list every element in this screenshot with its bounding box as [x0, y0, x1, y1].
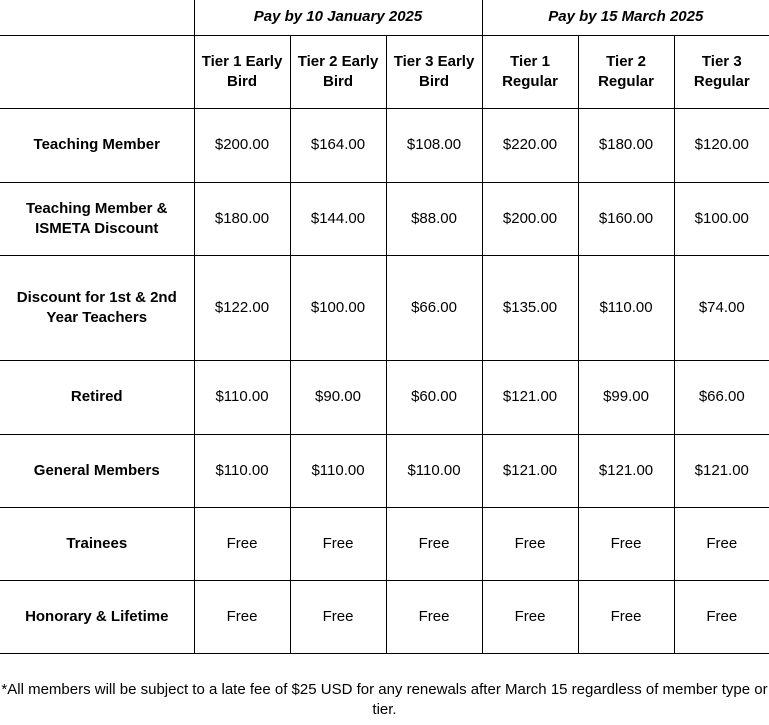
price-cell: $110.00	[290, 434, 386, 507]
price-cell: $60.00	[386, 360, 482, 434]
price-cell: $66.00	[386, 255, 482, 360]
price-cell: $121.00	[578, 434, 674, 507]
tier-header: Tier 3 Regular	[674, 35, 769, 108]
price-cell: $100.00	[290, 255, 386, 360]
price-cell: Free	[386, 580, 482, 653]
row-label: General Members	[0, 434, 194, 507]
late-fee-footnote: *All members will be subject to a late fee of $25 USD for any renewals after March 15 regardless of member type or tier.	[1, 681, 768, 718]
row-label: Retired	[0, 360, 194, 434]
price-cell: $135.00	[482, 255, 578, 360]
price-cell: $180.00	[578, 108, 674, 182]
price-cell: $66.00	[674, 360, 769, 434]
price-cell: Free	[674, 580, 769, 653]
table-row	[0, 108, 769, 182]
price-cell: Free	[194, 507, 290, 580]
blank-corner-cell	[0, 0, 194, 35]
period-regular-header: Pay by 15 March 2025	[482, 0, 769, 35]
table-row	[0, 507, 769, 580]
price-cell: $122.00	[194, 255, 290, 360]
price-cell: $110.00	[194, 434, 290, 507]
row-label: Teaching Member	[0, 108, 194, 182]
price-cell: Free	[578, 507, 674, 580]
price-cell: $110.00	[578, 255, 674, 360]
period-early-bird-header: Pay by 10 January 2025	[194, 0, 482, 35]
row-label: Discount for 1st & 2nd Year Teachers	[0, 255, 194, 360]
price-cell: $200.00	[194, 108, 290, 182]
blank-label-header	[0, 35, 194, 108]
price-cell: $120.00	[674, 108, 769, 182]
period-header-row	[0, 0, 769, 35]
tier-header-row	[0, 35, 769, 108]
price-cell: Free	[482, 580, 578, 653]
price-cell: $108.00	[386, 108, 482, 182]
table-row	[0, 360, 769, 434]
price-cell: Free	[674, 507, 769, 580]
table-row	[0, 434, 769, 507]
price-cell: $144.00	[290, 182, 386, 255]
price-cell: $164.00	[290, 108, 386, 182]
price-cell: $74.00	[674, 255, 769, 360]
price-cell: $110.00	[386, 434, 482, 507]
tier-header: Tier 2 Early Bird	[290, 35, 386, 108]
tier-header: Tier 1 Regular	[482, 35, 578, 108]
tier-header: Tier 2 Regular	[578, 35, 674, 108]
price-cell: $90.00	[290, 360, 386, 434]
price-cell: $121.00	[674, 434, 769, 507]
price-cell: $121.00	[482, 360, 578, 434]
table-row	[0, 255, 769, 360]
price-cell: $220.00	[482, 108, 578, 182]
price-cell: Free	[290, 580, 386, 653]
row-label: Teaching Member & ISMETA Discount	[0, 182, 194, 255]
price-cell: $121.00	[482, 434, 578, 507]
price-cell: Free	[290, 507, 386, 580]
tier-header: Tier 1 Early Bird	[194, 35, 290, 108]
price-cell: $99.00	[578, 360, 674, 434]
price-cell: $160.00	[578, 182, 674, 255]
row-label: Trainees	[0, 507, 194, 580]
price-cell: Free	[482, 507, 578, 580]
price-cell: Free	[578, 580, 674, 653]
price-cell: $200.00	[482, 182, 578, 255]
price-cell: Free	[194, 580, 290, 653]
price-cell: $180.00	[194, 182, 290, 255]
price-cell: $88.00	[386, 182, 482, 255]
price-cell: $110.00	[194, 360, 290, 434]
price-cell: Free	[386, 507, 482, 580]
price-cell: $100.00	[674, 182, 769, 255]
table-row	[0, 580, 769, 653]
table-row	[0, 182, 769, 255]
row-label: Honorary & Lifetime	[0, 580, 194, 653]
tier-header: Tier 3 Early Bird	[386, 35, 482, 108]
